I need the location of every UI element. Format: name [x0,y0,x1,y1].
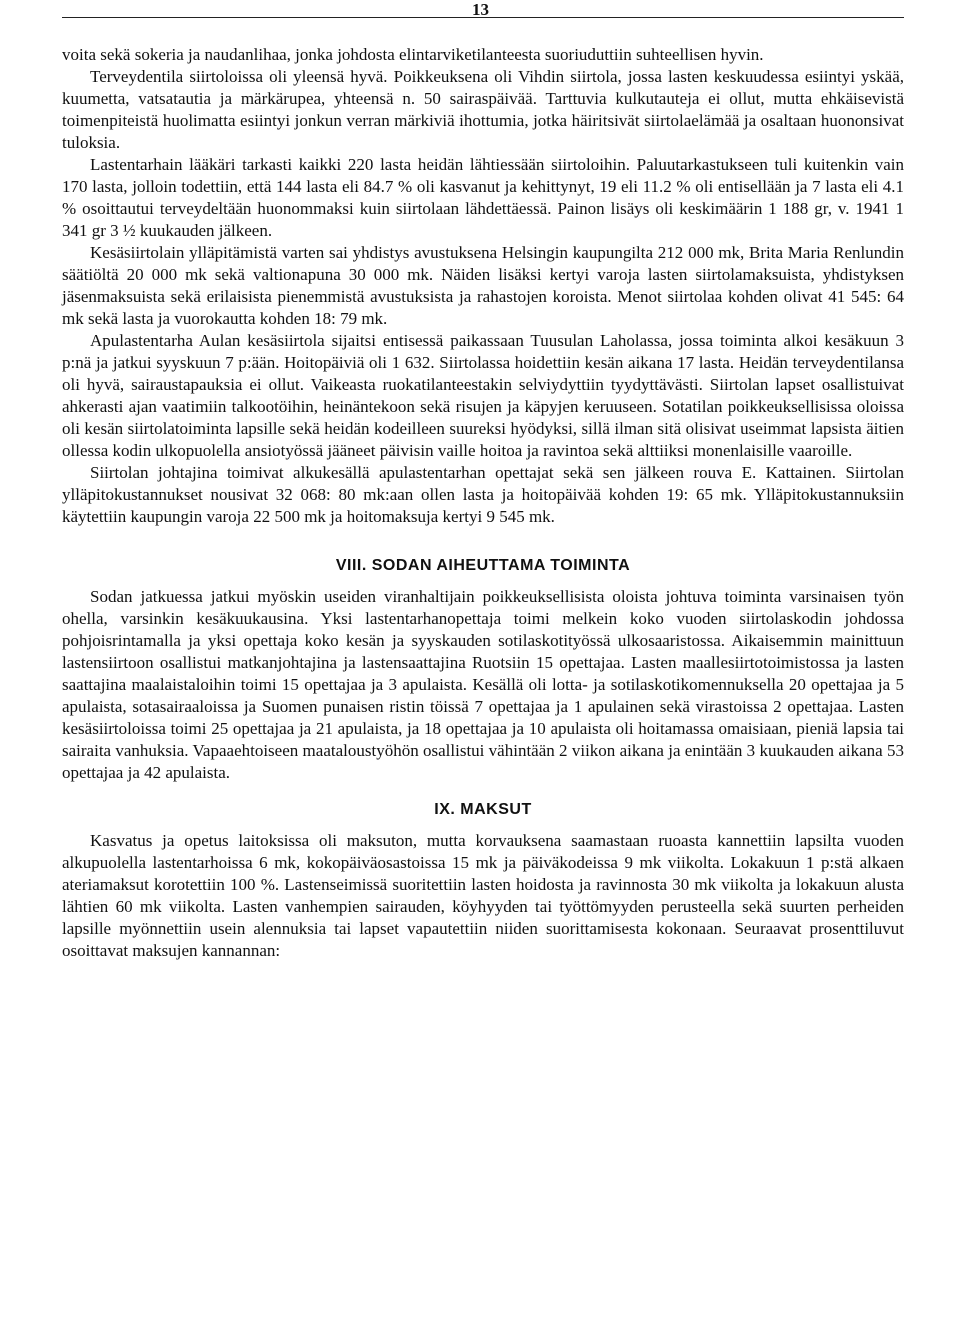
page-number: 13 [472,0,489,19]
paragraph-aula-camp: Apulastentarha Aulan kesäsiirtola sijaitsi entisessä paikassaan Tuusulan Laholassa, jossa toiminta alkoi kesäkuun 3 p:nä ja jatkui syyskuun 7 p:ään. Hoitopäiviä oli 1 632. Siirtolassa hoidettiin kesän aikana 17 lasta. Heidän terveydentilansa oli hyvä, sairaustapauksia ei ollut. Vaikeasta ruokatilanteestakin selviydyttiin tyydyttävästi. Siirtolan lapset osallistuivat ahkerasti ajan vaatimiin talkootöihin, heinäntekoon sekä risujen ja käpyjen keruuseen. Sotatilan poikkeuksellisissa oloissa oli kesän siirtolatoiminta lapsille sekä heidän kodeilleen suureksi hyödyksi, sillä ilman sitä olisivat useimmat lapsista äitien ollessa kodin ulkopuolella ansiotyössä jääneet päivisin vaille hoitoa ja ravintoa sekä alttiiksi monenlaisille vaaroille. [62,331,904,460]
header-rule [62,17,904,18]
document-body [62,44,904,962]
paragraph-fees: Kasvatus ja opetus laitoksissa oli maksuton, mutta korvauksena saamastaan ruoasta kannettiin lapsilta vuoden alkupuolella lastentarhoissa 6 mk, kokopäiväosastoissa 15 mk ja päiväkodeissa 9 mk viikolta. Lokakuun 1 p:stä alkaen ateriamaksut korotettiin 100 %. Lastenseimissä suoritettiin lasten hoidosta ja ravinnosta 30 mk viikolta ja lokakuun alusta lähtien 60 mk viikolta. Lasten vanhempien sairauden, köyhyyden tai työttömyyden perusteella sekä suurten perheiden lapsille myönnettiin usein alennuksia tai lapset vapautettiin niiden suorittamisesta kokonaan. Seuraavat prosenttiluvut osoittavat maksujen kannannan: [62,831,904,960]
paragraph-health: Terveydentila siirtoloissa oli yleensä hyvä. Poikkeuksena oli Vihdin siirtola, jossa lasten keskuudessa esiintyi yskää, kuumetta, vatsatautia ja märkärupea, yhteensä n. 50 sairaspäivää. Tarttuvia kulkutauteja ei ollut, mutta ehkäisevistä toimenpiteistä huolimatta esiintyi jonkun verran märkiviä ihottumia, jotka häiritsivät siirtolaelämää ja osaltaan huononsivat tuloksia. [62,67,904,152]
section-heading-ix: IX. MAKSUT [434,801,532,818]
paragraph-food: voita sekä sokeria ja naudanlihaa, jonka johdosta elintarviketilanteesta suoriuduttiin suhteellisen hyvin. [62,45,764,64]
paragraph-war-activity: Sodan jatkuessa jatkui myöskin useiden viranhaltijain poikkeuksellisista oloista johtuva toiminta varsinaisen työn ohella, varsinkin kesäkuukausina. Yksi lastentarhanopettaja toimi melkein koko vuoden siirtolaskodin johdossa pohjoisrintamalla ja yksi opettaja koko kesän ja syyskauden sotilaskotityössä ulkosaaristossa. Aikaisemmin mainittuun lastensiirtoon osallistui matkanjohtajina ja lastensaattajina Ruotsiin 15 opettajaa. Lasten maallesiirtotoimistossa ja lasten saattajina maalaistaloihin toimi 15 opettajaa ja 3 apulaista. Kesällä oli lotta- ja sotilaskotikomennuksella 20 opettajaa ja 5 apulaista, sotasairaaloissa ja Suomen punaisen ristin töissä 7 opettajaa ja 1 apulainen sekä virastoissa 2 opettajaa. Lasten kesäsiirtoloissa toimi 25 opettajaa ja 21 apulaista, ja 18 opettajaa ja 10 apulaista oli hoitamassa omaisiaan, pieniä lapsia tai sairaita vanhuksia. Vapaaehtoiseen maataloustyöhön osallistui vähintään 2 viikon aikana ja enintään 3 kuukauden aikana 53 opettajaa ja 42 apulaista. [62,587,904,782]
paragraph-camp-leaders: Siirtolan johtajina toimivat alkukesällä apulastentarhan opettajat sekä sen jälkeen rouva E. Kattainen. Siirtolan ylläpitokustannukset nousivat 32 068: 80 mk:aan ollen lasta ja hoitopäivää kohden 19: 65 mk. Ylläpitokustannuksiin käytettiin kaupungin varoja 22 500 mk ja hoitomaksuja kertyi 9 545 mk. [62,463,904,526]
paragraph-medical-check: Lastentarhain lääkäri tarkasti kaikki 220 lasta heidän lähtiessään siirtoloihin. Paluutarkastukseen tuli kuitenkin vain 170 lasta, jolloin todettiin, että 144 lasta eli 84.7 % oli kasvanut ja kehittynyt, 19 eli 11.2 % oli entisellään ja 7 lasta eli 4.1 % osoittautui terveydeltään huonommaksi kuin siirtolaan lähdettäessä. Painon lisäys oli keskimäärin 1 188 gr, v. 1941 1 341 gr 3 ½ kuukauden jälkeen. [62,155,904,240]
paragraph-funding: Kesäsiirtolain ylläpitämistä varten sai yhdistys avustuksena Helsingin kaupungilta 212 000 mk, Brita Maria Renlundin säätiöltä 20 000 mk sekä valtionapuna 30 000 mk. Näiden lisäksi kertyi varoja lasten siirtolamaksuista, yhdistyksen jäsenmaksuista sekä erilaisista pienemmistä avustuksista ja rahastojen koroista. Menot siirtolaa kohden olivat 41 545: 64 mk sekä lasta ja vuorokautta kohden 18: 79 mk. [62,243,904,328]
section-heading-viii: VIII. SODAN AIHEUTTAMA TOIMINTA [335,557,631,574]
